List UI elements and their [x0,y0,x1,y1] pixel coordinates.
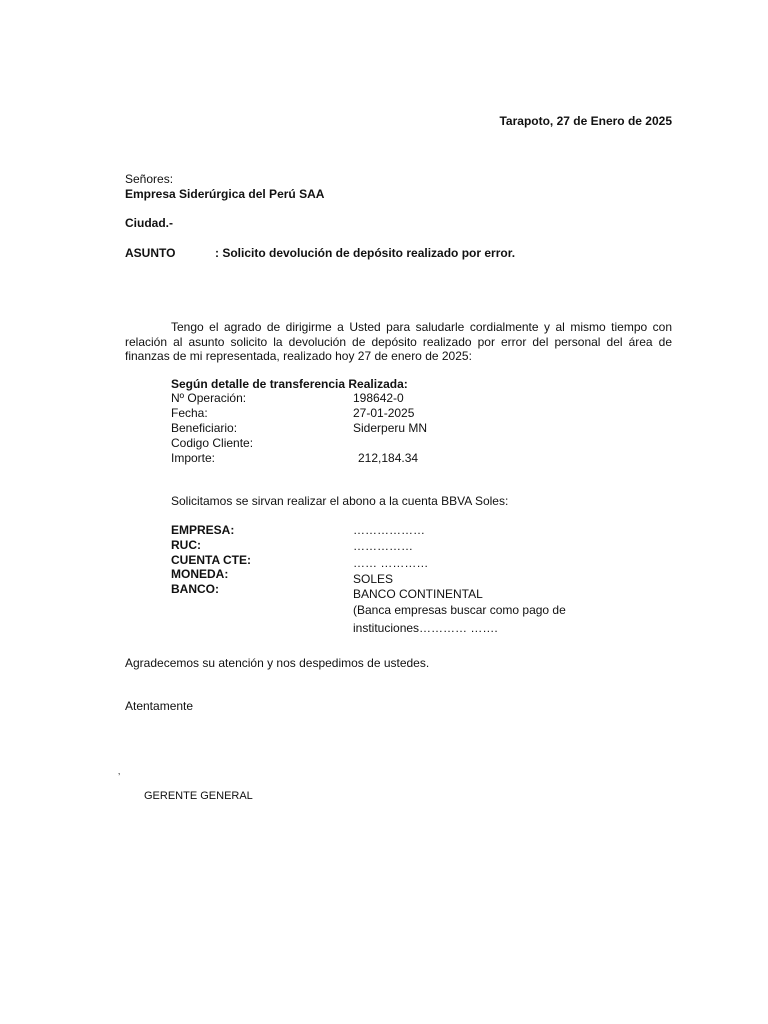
request-note-line1: (Banca empresas buscar como pago de [353,603,566,617]
place-date: Tarapoto, 27 de Enero de 2025 [499,114,672,128]
request-value-banco: BANCO CONTINENTAL [353,587,483,601]
signature-title: GERENTE GENERAL [144,790,253,802]
request-label-banco: BANCO: [171,582,219,596]
request-label-ruc: RUC: [171,538,201,552]
request-label-cuenta: CUENTA CTE: [171,553,251,567]
salutation: Señores: [125,172,174,186]
request-value-empresa: ……………… [353,523,425,537]
transfer-heading: Según detalle de transferencia Realizada: [171,377,408,391]
request-label-moneda: MONEDA: [171,567,229,581]
recipient-city: Ciudad.- [125,216,173,230]
transfer-label-codigo: Codigo Cliente: [171,436,254,450]
body-paragraph: Tengo el agrado de dirigirme a Usted para saludarle cordialmente y al mismo tiempo con relación al asunto solicito la devolución de depósito realizado por error del personal del área de finanzas de mi representada, realizado hoy 27 de enero de 2025: [125,320,672,363]
closing-regards: Atentamente [125,699,194,713]
transfer-label-importe: Importe: [171,451,216,465]
request-value-ruc: …………… [353,539,413,553]
transfer-label-beneficiario: Beneficiario: [171,421,238,435]
request-text: Solicitamos se sirvan realizar el abono a la cuenta BBVA Soles: [171,494,509,508]
transfer-value-operacion: 198642-0 [353,391,404,405]
closing-thanks: Agradecemos su atención y nos despedimos de ustedes. [125,656,430,670]
recipient-company: Empresa Siderúrgica del Perú SAA [125,187,325,201]
subject-text: : Solicito devolución de depósito realizado por error. [215,246,516,260]
request-label-empresa: EMPRESA: [171,523,235,537]
signature-mark: ’ [118,772,121,783]
transfer-label-fecha: Fecha: [171,406,208,420]
request-value-cuenta: …… ………… [353,556,429,570]
transfer-value-importe: 212,184.34 [358,451,419,465]
request-value-moneda: SOLES [353,572,394,586]
transfer-value-beneficiario: Siderperu MN [353,421,428,435]
subject-label: ASUNTO [125,246,176,260]
transfer-label-operacion: Nº Operación: [171,391,247,405]
transfer-value-fecha: 27-01-2025 [353,406,415,420]
request-note-line2: instituciones………… ……. [353,621,498,635]
